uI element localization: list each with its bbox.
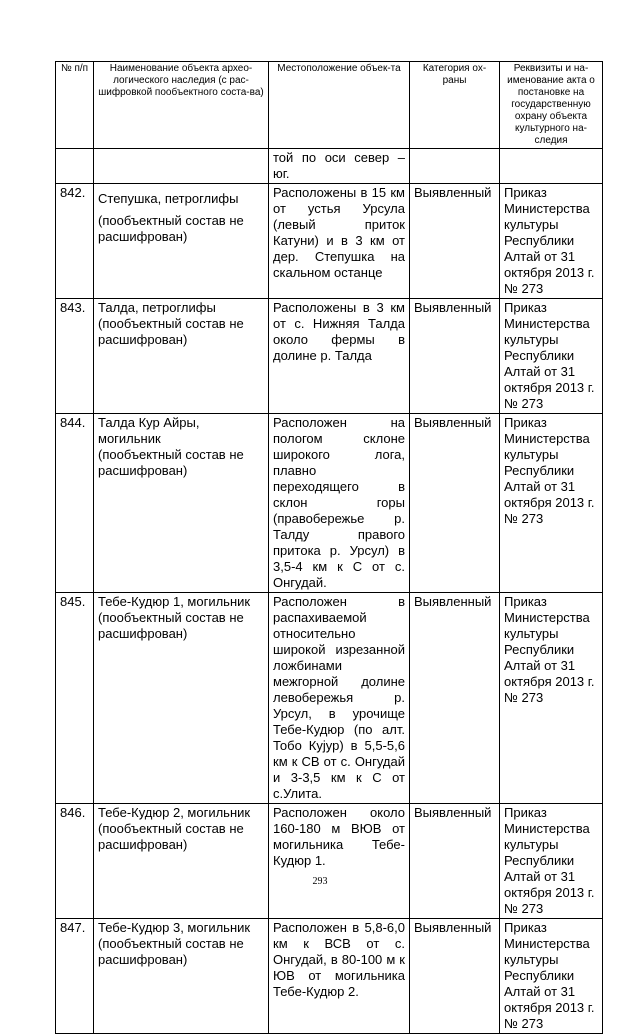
location-cell: Расположены в 15 км от устья Урсула (левый приток Катуни) и в 3 км от дер. Степушка на скальном останце (269, 184, 410, 299)
act-cell: Приказ Министерства культуры Республики Алтай от 31 октября 2013 г. № 273 (500, 299, 603, 414)
heritage-table (55, 61, 603, 1034)
header-protection-category: Категория ох-раны (410, 62, 500, 149)
object-name: Талда, петроглифы (98, 300, 216, 315)
continuation-number (56, 149, 94, 184)
category-cell: Выявленный (410, 919, 500, 1034)
table-row (56, 804, 603, 919)
row-number: 847. (56, 919, 94, 1034)
category-cell: Выявленный (410, 299, 500, 414)
location-cell: Расположены в 3 км от с. Нижняя Талда около фермы в долине р. Талда (269, 299, 410, 414)
act-cell: Приказ Министерства культуры Республики Алтай от 31 октября 2013 г. № 273 (500, 414, 603, 593)
continuation-name (94, 149, 269, 184)
object-name-cell (94, 414, 269, 593)
object-composition: (пообъектный состав не расшифрован) (98, 936, 244, 967)
category-cell: Выявленный (410, 414, 500, 593)
page-number: 293 (312, 876, 328, 887)
table-row (56, 919, 603, 1034)
category-cell: Выявленный (410, 184, 500, 299)
act-cell: Приказ Министерства культуры Республики Алтай от 31 октября 2013 г. № 273 (500, 804, 603, 919)
row-number: 844. (56, 414, 94, 593)
object-name: Тебе-Кудюр 3, могильник (98, 920, 251, 935)
header-object-name: Наименование объекта архео-логического наследия (с рас-шифровкой пообъектного соста-ва) (94, 62, 269, 149)
row-number: 843. (56, 299, 94, 414)
location-cell: Расположен на пологом склоне широкого лога, плавно переходящего в склон горы (правобережье р. Талду правого притока р. Урсул) в 3,5-4 км к С от с. Онгудай. (269, 414, 410, 593)
table-row (56, 414, 603, 593)
header-location: Местоположение объек-та (269, 62, 410, 149)
continuation-act (500, 149, 603, 184)
object-name: Талда Кур Айры, могильник (98, 415, 200, 446)
act-cell: Приказ Министерства культуры Республики Алтай от 31 октября 2013 г. № 273 (500, 593, 603, 804)
location-cell: Расположен в распахиваемой относительно широкой изрезанной ложбинами межгорной долине левобережья р. Урсул, в урочище Тебе-Кудюр (по алт. Тобо Кујур) в 5,5-5,6 км к СВ от с. Онгудай и 3-3,5 км к С от с.Улита. (269, 593, 410, 804)
object-name-cell (94, 184, 269, 299)
location-cell: Расположен в 5,8-6,0 км к ВСВ от с. Онгудай, в 80-100 м к ЮВ от могильника Тебе-Кудюр 2. (269, 919, 410, 1034)
row-number: 845. (56, 593, 94, 804)
row-number: 842. (56, 184, 94, 299)
object-name-cell (94, 593, 269, 804)
object-name-cell (94, 299, 269, 414)
table-row (56, 299, 603, 414)
object-composition: (пообъектный состав не расшифрован) (98, 447, 244, 478)
object-name: Тебе-Кудюр 1, могильник (98, 594, 251, 609)
object-name-cell (94, 804, 269, 919)
object-composition: (пообъектный состав не расшифрован) (98, 610, 244, 641)
continuation-category (410, 149, 500, 184)
category-cell: Выявленный (410, 593, 500, 804)
table-row (56, 184, 603, 299)
table-row (56, 593, 603, 804)
header-row (56, 62, 603, 149)
header-act-details: Реквизиты и на-именование акта о постановке на государственную охрану объекта культурного на-следия (500, 62, 603, 149)
object-name: Тебе-Кудюр 2, могильник (98, 805, 251, 820)
act-cell: Приказ Министерства культуры Республики Алтай от 31 октября 2013 г. № 273 (500, 184, 603, 299)
location-cell: Расположен около 160-180 м ВЮВ от могильника Тебе-Кудюр 1. (269, 804, 410, 919)
object-composition: (пообъектный состав не расшифрован) (98, 213, 244, 244)
object-name: Степушка, петроглифы (98, 191, 239, 206)
object-composition: (пообъектный состав не расшифрован) (98, 821, 244, 852)
act-cell: Приказ Министерства культуры Республики Алтай от 31 октября 2013 г. № 273 (500, 919, 603, 1034)
object-composition: (пообъектный состав не расшифрован) (98, 316, 244, 347)
continuation-location: той по оси север – юг. (269, 149, 410, 184)
continuation-row (56, 149, 603, 184)
category-cell: Выявленный (410, 804, 500, 919)
object-name-cell (94, 919, 269, 1034)
row-number: 846. (56, 804, 94, 919)
header-number: № п/п (56, 62, 94, 149)
